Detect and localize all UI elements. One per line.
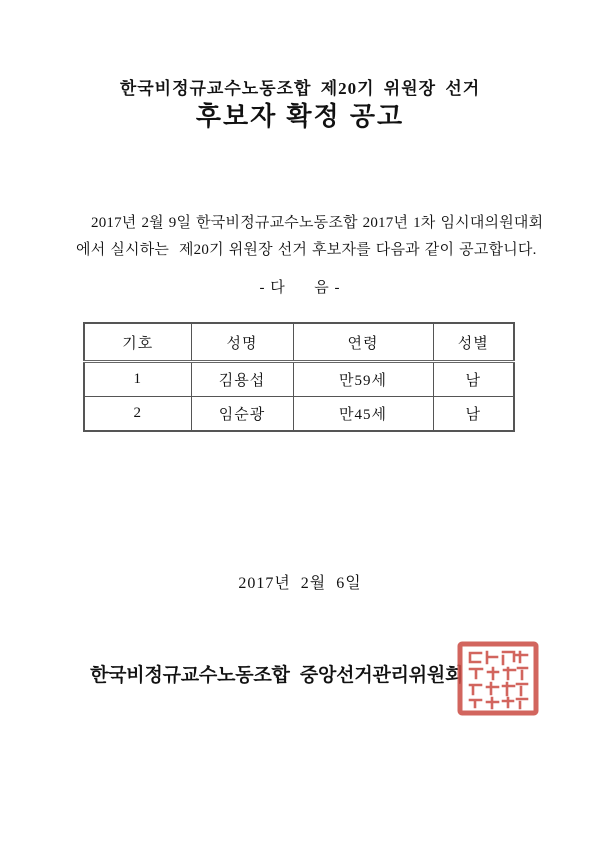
table-cell: 만59세 — [293, 362, 433, 397]
title-line1: 한국비정규교수노동조합 제20기 위원장 선거 — [119, 79, 481, 98]
table-cell: 만45세 — [293, 397, 433, 432]
official-seal-icon — [457, 641, 539, 716]
issuer-line: 한국비정규교수노동조합 중앙선거관리위원회 — [90, 665, 464, 686]
table-header-cell: 연령 — [293, 323, 433, 362]
table-row — [84, 397, 514, 432]
candidate-table-wrap — [83, 322, 515, 432]
table-header-cell: 성명 — [191, 323, 293, 362]
table-cell: 남 — [433, 362, 514, 397]
table-cell: 1 — [84, 362, 191, 397]
body-line: 2017년 2월 9일 한국비정규교수노동조합 2017년 1차 임시대의원대회 — [91, 215, 544, 231]
table-cell: 2 — [84, 397, 191, 432]
date-line: 2017년 2월 6일 — [238, 575, 362, 592]
table-row — [84, 362, 514, 397]
table-cell: 남 — [433, 397, 514, 432]
announcement-body — [76, 210, 544, 264]
page-title: 후보자 확정 공고 — [195, 101, 405, 131]
table-header-row — [84, 323, 514, 362]
table-header-cell: 기호 — [84, 323, 191, 362]
body-line: 에서 실시하는 제20기 위원장 선거 후보자를 다음과 같이 공고합니다. — [76, 242, 537, 258]
daum-divider: - 다 음 - — [259, 280, 341, 296]
table-cell: 김용섭 — [191, 362, 293, 397]
table-cell: 임순광 — [191, 397, 293, 432]
candidate-table — [83, 322, 515, 432]
table-header-cell: 성별 — [433, 323, 514, 362]
